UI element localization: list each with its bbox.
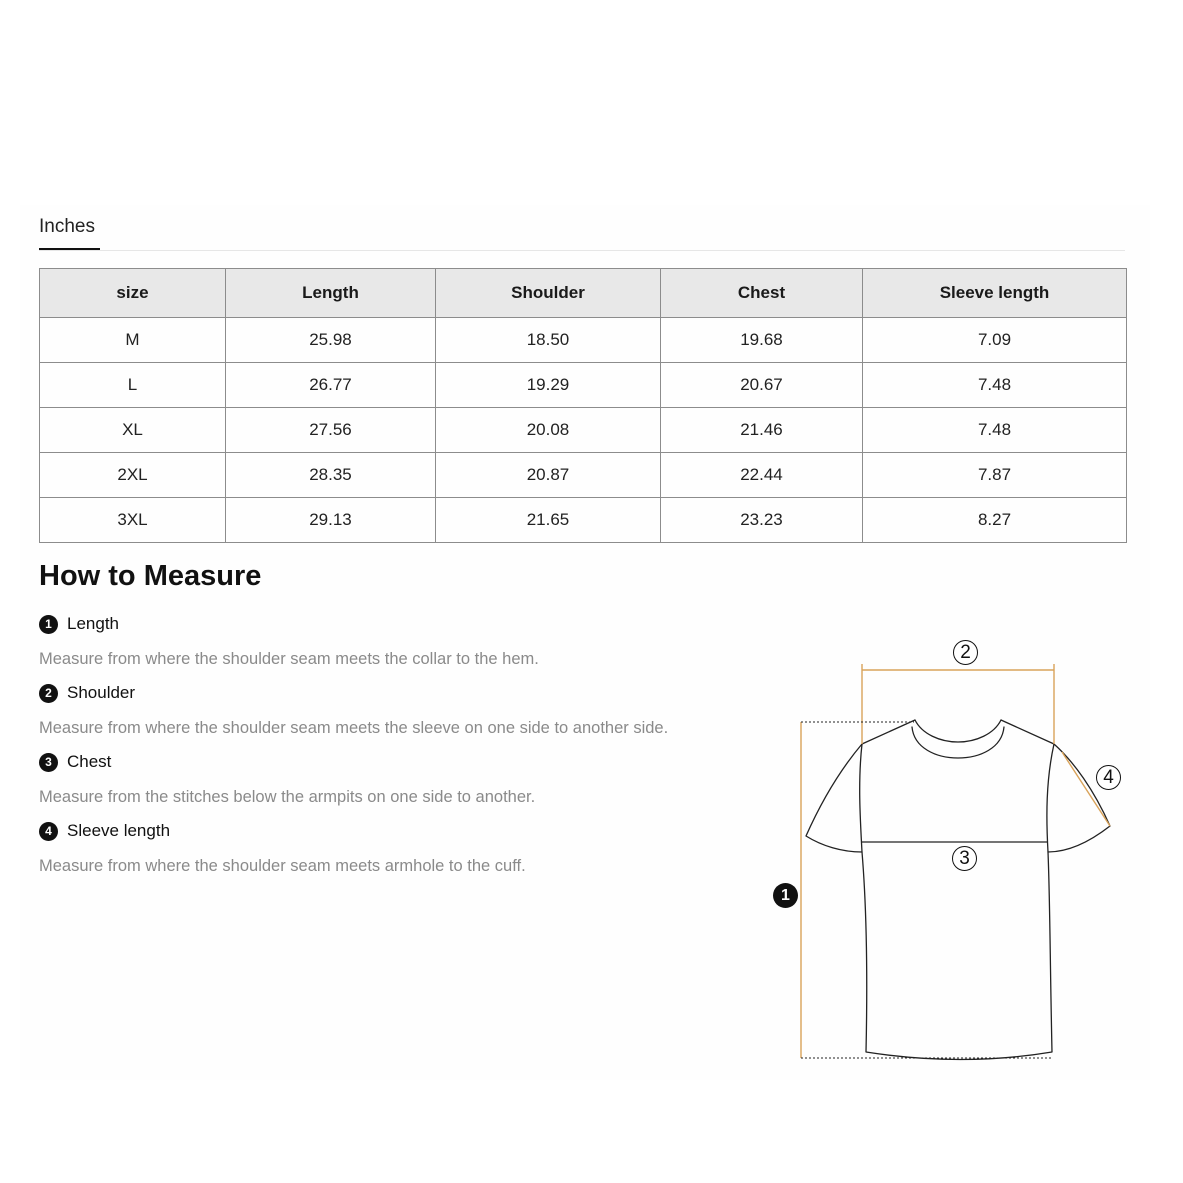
cell-shoulder: 21.65 [436,498,661,543]
header-size: size [40,269,226,318]
marker-3-icon: 3 [952,846,977,871]
cell-size: XL [40,408,226,453]
cell-shoulder: 20.08 [436,408,661,453]
cell-length: 25.98 [226,318,436,363]
unit-tab-inches[interactable]: Inches [39,216,95,237]
step-description: Measure from the stitches below the armpits on one side to another. [39,788,536,806]
cell-sleeve-length: 7.09 [863,318,1127,363]
tshirt-right-armhole [1047,744,1054,852]
step-description: Measure from where the shoulder seam meets armhole to the cuff. [39,857,526,875]
cell-chest: 21.46 [661,408,863,453]
marker-1-icon: 1 [773,883,798,908]
tshirt-left-armhole [860,744,862,852]
step-description: Measure from where the shoulder seam meets the sleeve on one side to another side. [39,719,669,737]
marker-4-icon: 4 [1096,765,1121,790]
cell-sleeve-length: 7.48 [863,363,1127,408]
cell-size: 2XL [40,453,226,498]
header-chest: Chest [661,269,863,318]
step-number-1-icon: 1 [39,615,58,634]
marker-2-icon: 2 [953,640,978,665]
cell-length: 27.56 [226,408,436,453]
cell-chest: 20.67 [661,363,863,408]
cell-sleeve-length: 7.87 [863,453,1127,498]
step-number-4-icon: 4 [39,822,58,841]
step-label: Sleeve length [67,821,171,840]
header-sleeve-length: Sleeve length [863,269,1127,318]
step-number-3-icon: 3 [39,753,58,772]
cell-chest: 22.44 [661,453,863,498]
cell-chest: 23.23 [661,498,863,543]
cell-length: 26.77 [226,363,436,408]
how-to-measure-title: How to Measure [39,560,262,592]
cell-length: 28.35 [226,453,436,498]
header-length: Length [226,269,436,318]
step-label: Length [67,614,119,633]
cell-shoulder: 20.87 [436,453,661,498]
tshirt-collar-outer [915,720,1001,742]
cell-sleeve-length: 8.27 [863,498,1127,543]
step-number-2-icon: 2 [39,684,58,703]
step-label: Shoulder [67,683,136,702]
cell-size: L [40,363,226,408]
cell-shoulder: 18.50 [436,318,661,363]
cell-chest: 19.68 [661,318,863,363]
step-description: Measure from where the shoulder seam meets the collar to the hem. [39,650,539,668]
cell-size: M [40,318,226,363]
step-label: Chest [67,752,112,771]
cell-shoulder: 19.29 [436,363,661,408]
header-shoulder: Shoulder [436,269,661,318]
cell-length: 29.13 [226,498,436,543]
tshirt-outline [806,720,1110,1060]
cell-sleeve-length: 7.48 [863,408,1127,453]
cell-size: 3XL [40,498,226,543]
